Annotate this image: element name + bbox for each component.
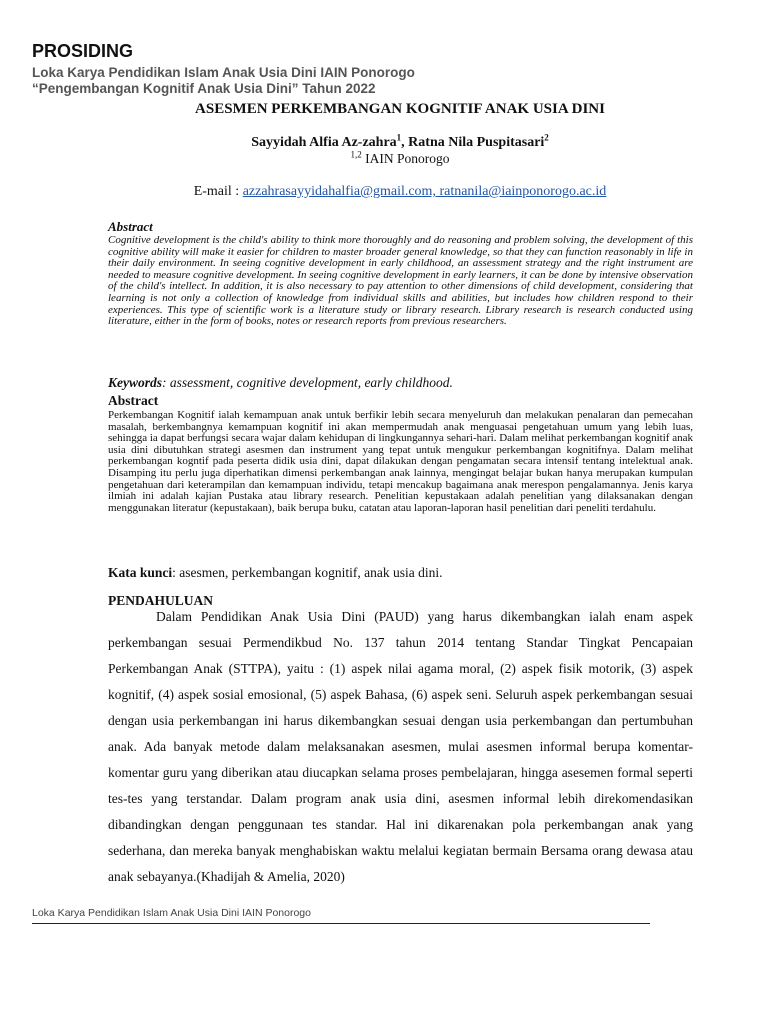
introduction-paragraph: Dalam Pendidikan Anak Usia Dini (PAUD) yang harus dikembangkan ialah enam aspek perkembangan sesuai Permendikbud No. 137 tahun 2014 tentang Standar Tingkat Pencapaian Perkembangan Anak (STTPA), yaitu : (1) aspek nilai agama moral, (2) aspek fisik motorik, (3) aspek kognitif, (4) aspek sosial emosional, (5) aspek Bahasa, (6) aspek seni. Seluruh aspek perkembangan sesuai dengan usia perkembangan ini harus dikembangkan sesuai dengan usia perkembangan dan pertumbuhan anak. Ada banyak metode dalam melaksanakan asesmen, mulai asesmen informal berupa komentar-komentar guru yang diberikan atau diucapkan selama proses pembelajaran, hingga asesemen formal seperti tes-tes yang terstandar. Dalam program anak usia dini, asesmen informal lebih direkomendasikan dibandingkan dengan penggunaan tes standar. Hal ini dikarenakan pola perkembangan anak yang sederhana, dan mereka banyak menghabiskan waktu melalui kegiatan bermain Bersama orang dewasa atau anak sebayanya.(Khadijah & Amelia, 2020) bbox=[108, 609, 693, 884]
author-2: Ratna Nila Puspitasari bbox=[408, 135, 545, 150]
footer-text: Loka Karya Pendidikan Islam Anak Usia Dini IAIN Ponorogo bbox=[32, 907, 311, 919]
conference-theme: “Pengembangan Kognitif Anak Usia Dini” Tahun 2022 bbox=[32, 81, 376, 96]
email-link[interactable]: azzahrasayyidahalfia@gmail.com, ratnanila@iainponorogo.ac.id bbox=[242, 184, 607, 199]
paper-title: ASESMEN PERKEMBANGAN KOGNITIF ANAK USIA DINI bbox=[195, 101, 605, 117]
keywords-id-values: : asesmen, perkembangan kognitif, anak usia dini. bbox=[172, 565, 443, 580]
keywords-en-label: Keywords bbox=[108, 375, 162, 390]
abstract-id-body: Perkembangan Kognitif ialah kemampuan anak untuk berfikir lebih secara menyeluruh dan melakukan penalaran dan pemecahan masalah, berkembangnya kemampuan kognitif ini akan mempermudah anak menguasai pengetahuan umum yang lebih luas, sehingga ia dapat berfungsi secara wajar dalam kehidupan di lingkungannya sehari-hari. Dalam melihat perkembangan kognitif anak usia dini dibutuhkan strategi asesmen dan instrument yang tepat untuk mengukur perkembangan kognitifnya. Dalam melihat perkembangan kogntif pada peserta didik usia dini, dapat dilakukan dengan pengamatan secara intensif tentang intelektual anak. Disamping itu perlu juga diperhatikan dimensi perkembangan anak lainnya, mengingat belajar bukan hanya merupakan kumpulan pengetahuan dari keterampilan dan kemampuan individu, tetapi mencakup bagaimana anak merespon pengalamannya. Jenis karya ilmiah ini adalah kajian Pustaka atau library research. Penelitian kepustakaan adalah penelitian yang dilaksanakan dengan menggunakan literatur (kepustakaan), baik berupa buku, catatan atau laporan-laporan hasil penelitian dari peneliti terdahulu. bbox=[108, 409, 693, 514]
keywords-id-label: Kata kunci bbox=[108, 565, 173, 580]
email-label: E-mail : bbox=[193, 184, 243, 199]
affiliation: IAIN Ponorogo bbox=[361, 151, 450, 166]
section-heading-introduction: PENDAHULUAN bbox=[108, 593, 214, 608]
author-1: Sayyidah Alfia Az-zahra bbox=[251, 135, 397, 150]
keywords-id bbox=[108, 565, 693, 581]
affiliation-line bbox=[0, 151, 768, 167]
email-line bbox=[0, 184, 768, 200]
abstract-id-heading: Abstract bbox=[108, 393, 159, 408]
proceedings-title: PROSIDING bbox=[32, 41, 134, 61]
author-line bbox=[0, 132, 768, 151]
keywords-en bbox=[108, 375, 693, 391]
footer-divider bbox=[32, 923, 650, 924]
author-1-affiliation-mark: 1 bbox=[396, 132, 402, 143]
keywords-en-values: : assessment, cognitive development, early childhood. bbox=[162, 375, 453, 390]
author-2-affiliation-mark: 2 bbox=[544, 132, 549, 143]
affiliation-mark: 1,2 bbox=[350, 149, 362, 160]
author-separator: , bbox=[401, 135, 409, 150]
abstract-en-heading: Abstract bbox=[108, 219, 153, 234]
abstract-en-body: Cognitive development is the child's ability to think more thoroughly and do reasoning and problem solving, the development of this cognitive ability will make it easier for children to master broader general knowledge, so that they can function reasonably in life in their daily environment. In seeing cognitive development in early childhood, an assessment strategy and the right instrument are needed to measure cognitive development. In seeing cognitive development in early learners, it can be done by intensive observation of the child's intellect. In addition, it is also necessary to pay attention to other dimensions of child development, considering that learning is not only a collection of knowledge from individual skills and abilities, but includes how children respond to their experiences. This type of scientific work is a literature study or library research. Library research is research conducted using literature, either in the form of books, notes or research reports from previous researchers. bbox=[108, 234, 693, 328]
conference-name: Loka Karya Pendidikan Islam Anak Usia Dini IAIN Ponorogo bbox=[32, 65, 415, 80]
